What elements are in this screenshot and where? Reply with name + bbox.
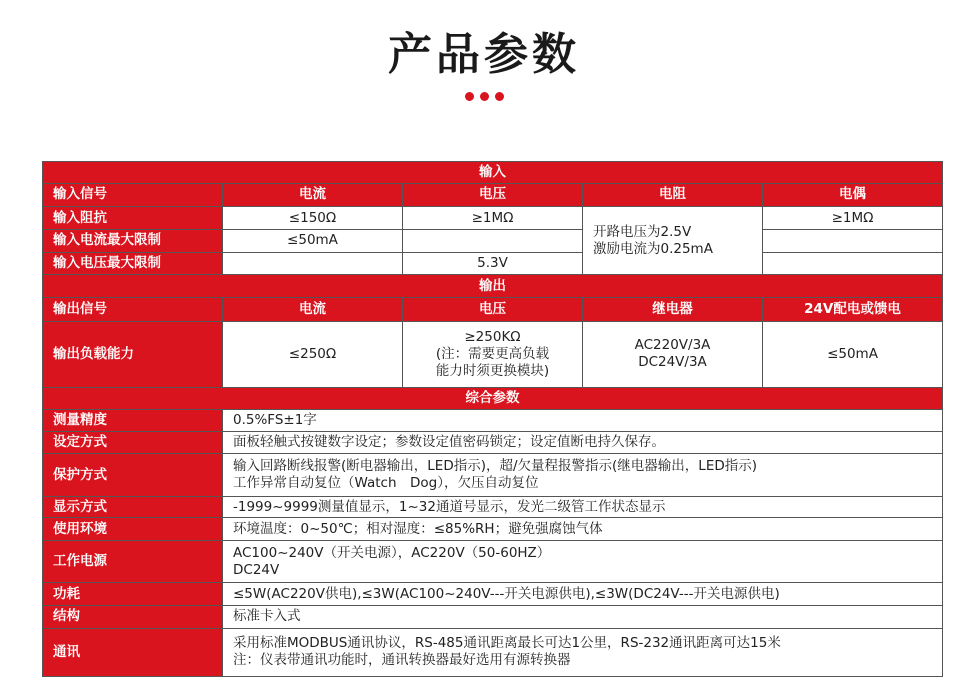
setting-label: 设定方式 [43,431,223,454]
accuracy-label: 测量精度 [43,410,223,432]
input-header-voltage: 电压 [403,183,583,207]
load-relay [583,321,763,387]
output-header-voltage: 电压 [403,297,583,321]
structure-value: 标准卡入式 [223,605,943,628]
max-voltage-label: 输入电压最大限制 [43,252,223,275]
general-row-protection [43,454,943,496]
output-section-row [43,275,943,298]
input-header-current: 电流 [223,183,403,207]
max-current-label: 输入电流最大限制 [43,229,223,252]
decoration-dot [495,92,504,101]
environment-label: 使用环境 [43,518,223,541]
environment-value: 环境温度：0~50℃；相对湿度：≤85%RH；避免强腐蚀气体 [223,518,943,541]
communication-label: 通讯 [43,628,223,677]
empty-cell [763,229,943,252]
load-relay-line: AC220V/3A [634,337,711,354]
load-voltage [403,321,583,387]
load-voltage-line: ≥250KΩ [464,328,521,345]
setting-value: 面板轻触式按键数字设定；参数设定值密码锁定；设定值断电持久保存。 [223,431,943,454]
load-label: 输出负载能力 [43,321,223,387]
load-current: ≤250Ω [223,321,403,387]
output-section-title: 输出 [43,275,943,298]
protection-label: 保护方式 [43,454,223,496]
communication-value [223,628,943,677]
decoration-dot [465,92,474,101]
communication-line: 采用标准MODBUS通讯协议，RS-485通讯距离最长可达1公里，RS-232通讯距离可达15米 [233,635,781,652]
power-line: AC100~240V（开关电源），AC220V（50-60HZ） [233,544,551,561]
max-current-row [43,229,943,252]
accuracy-value: 0.5%FS±1字 [223,410,943,432]
output-header-24v: 24V配电或馈电 [763,297,943,321]
power-label: 工作电源 [43,540,223,582]
title-decoration [0,86,968,105]
load-24v: ≤50mA [763,321,943,387]
power-line: DC24V [233,561,280,578]
protection-line: 工作异常自动复位（Watch Dog），欠压自动复位 [233,475,539,492]
max-voltage-value: 5.3V [403,252,583,275]
max-current-value: ≤50mA [223,229,403,252]
impedance-current: ≤150Ω [223,207,403,230]
display-value: -1999~9999测量值显示，1~32通道号显示，发光二级管工作状态显示 [223,496,943,518]
resistance-line: 开路电压为2.5V [593,223,692,240]
general-section-row [43,387,943,410]
protection-value [223,454,943,496]
consumption-label: 功耗 [43,583,223,606]
impedance-thermocouple: ≥1MΩ [763,207,943,230]
structure-label: 结构 [43,605,223,628]
power-value [223,540,943,582]
consumption-value: ≤5W(AC220V供电),≤3W(AC100~240V---开关电源供电),≤3W(DC24V---开关电源供电) [223,583,943,606]
page-title: 产品参数 [388,29,580,80]
load-row [43,321,943,387]
general-row-structure [43,605,943,628]
input-header-resistance: 电阻 [583,183,763,207]
output-signal-label: 输出信号 [43,297,223,321]
load-voltage-line: (注：需要更高负载 [435,345,550,362]
general-row-accuracy [43,410,943,432]
general-row-power [43,540,943,582]
output-header-relay: 继电器 [583,297,763,321]
load-voltage-line: 能力时须更换模块) [435,362,550,379]
input-section-title: 输入 [43,162,943,184]
empty-cell [223,252,403,275]
resistance-line: 激励电流为0.25mA [593,240,713,257]
input-signal-row [43,183,943,207]
display-label: 显示方式 [43,496,223,518]
empty-cell [403,229,583,252]
load-relay-line: DC24V/3A [638,354,707,371]
protection-line: 输入回路断线报警(断电器输出，LED指示)，超/欠量程报警指示(继电器输出，LED指示) [233,458,758,475]
output-header-current: 电流 [223,297,403,321]
output-signal-row [43,297,943,321]
impedance-label: 输入阻抗 [43,207,223,230]
max-voltage-row [43,252,943,275]
empty-cell [763,252,943,275]
general-row-consumption [43,583,943,606]
input-signal-label: 输入信号 [43,183,223,207]
input-section-row [43,162,943,184]
impedance-row [43,207,943,230]
general-section-title: 综合参数 [43,387,943,410]
general-row-communication [43,628,943,677]
resistance-spec [583,207,763,275]
decoration-dot [480,92,489,101]
impedance-voltage: ≥1MΩ [403,207,583,230]
input-header-thermocouple: 电偶 [763,183,943,207]
general-row-setting [43,431,943,454]
communication-line: 注：仪表带通讯功能时，通讯转换器最好选用有源转换器 [233,652,571,669]
spec-table [42,161,943,677]
general-row-environment [43,518,943,541]
general-row-display [43,496,943,518]
